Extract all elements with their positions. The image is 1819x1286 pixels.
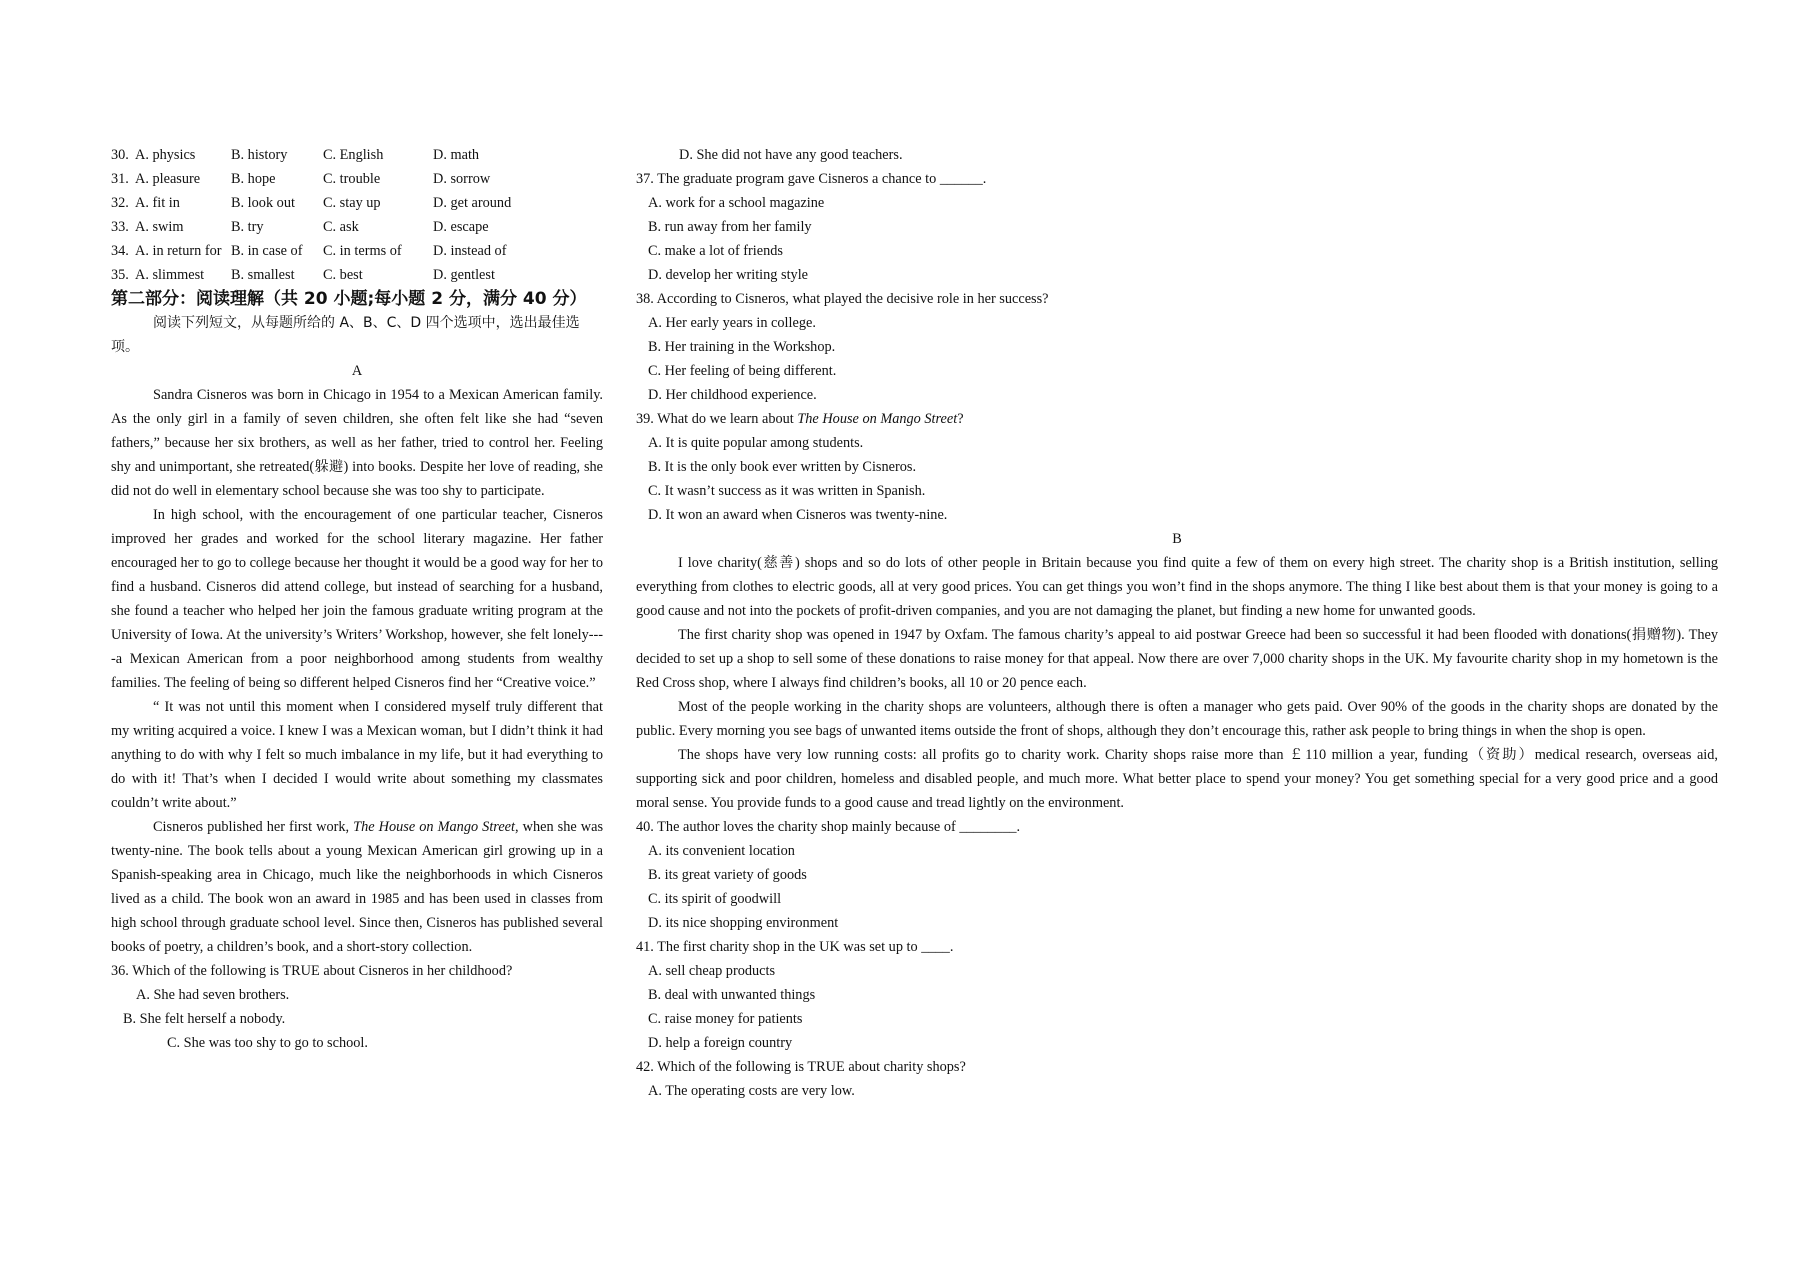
passage-a-paragraph-3: “ It was not until this moment when I considered myself truly different that my writing acquired a voice. I knew I was a Mexican woman, but I didn’t think it had anything to do with why I felt so much imbalance in my life, but it had everything to do with it! That’s when I decided I would write about something my classmates couldn’t write about.”: [111, 699, 603, 811]
q39-option-c: C. It wasn’t success as it was written in Spanish.: [648, 483, 926, 499]
cloze-option: C. stay up: [323, 195, 381, 211]
cloze-option: B. hope: [231, 171, 276, 187]
cloze-option: C. best: [323, 267, 363, 283]
cloze-option: B. in case of: [231, 243, 303, 259]
q41-options: [636, 959, 1718, 1055]
q39-text-pre: 39. What do we learn about: [636, 411, 798, 427]
cloze-number: 35.: [111, 267, 129, 283]
q38-option-a: A. Her early years in college.: [648, 315, 816, 331]
passage-b-paragraph-3: Most of the people working in the charity shops are volunteers, although there is often a manager who gets paid. Over 90% of the goods in the charity shops are donated by the public. Every morning you see bags of unwanted items outside the front of shops, although they don’t encourage this, rather ask people to bring things in when the shop is open.: [636, 699, 1718, 739]
q40-option-d: D. its nice shopping environment: [648, 915, 839, 931]
q39-options: [636, 431, 1718, 527]
q41-option-c: C. raise money for patients: [648, 1011, 803, 1027]
cloze-number: 31.: [111, 171, 129, 187]
q37-option-c: C. make a lot of friends: [648, 243, 783, 259]
q36-option-d: D. She did not have any good teachers.: [679, 147, 903, 163]
cloze-option: C. ask: [323, 219, 359, 235]
question-42: 42. Which of the following is TRUE about charity shops?: [636, 1059, 966, 1075]
cloze-row-31: [111, 167, 603, 191]
q40-option-a: A. its convenient location: [648, 843, 795, 859]
cloze-option: B. smallest: [231, 267, 295, 283]
q37-option-d: D. develop her writing style: [648, 267, 809, 283]
q39-option-b: B. It is the only book ever written by Cisneros.: [648, 459, 917, 475]
passage-b-paragraph-4: The shops have very low running costs: all profits go to charity work. Charity shops raise more than ￡110 million a year, funding（资助）medical research, overseas aid, supporting sick and poor children, homeless and disabled people, and much more. What better place to spend your money? You get something special for a very good price and a good moral sense. You provide funds to a good cause and tread lightly on the environment.: [636, 747, 1718, 811]
book-title: The House on Mango Street: [353, 819, 515, 835]
cloze-row-32: [111, 191, 603, 215]
cloze-number: 32.: [111, 195, 129, 211]
passage-a-label: A: [351, 363, 363, 379]
q40-options: [636, 839, 1718, 935]
cloze-number: 34.: [111, 243, 129, 259]
cloze-option: D. escape: [433, 219, 489, 235]
cloze-option: A. in return for: [135, 243, 222, 259]
cloze-option: A. physics: [135, 147, 196, 163]
q38-option-b: B. Her training in the Workshop.: [648, 339, 836, 355]
cloze-option: B. history: [231, 147, 288, 163]
cloze-row-35: [111, 263, 603, 287]
q39-book-title: The House on Mango Street: [797, 411, 958, 427]
passage-a-paragraph-2: In high school, with the encouragement of one particular teacher, Cisneros improved her grades and worked for the school literary magazine. Her father encouraged her to go to college because her thought it would be a good way for her to find a husband. Cisneros did attend college, but instead of searching for a husband, she found a teacher who helped her join the famous graduate writing program at the University of Iowa. At the university’s Writers’ Workshop, however, she felt lonely----a Mexican American from a poor neighborhood among students from wealthy families. The feeling of being so different helped Cisneros find her “Creative voice.”: [111, 507, 603, 691]
cloze-option: C. trouble: [323, 171, 381, 187]
cloze-row-34: [111, 239, 603, 263]
q42-option-a: A. The operating costs are very low.: [648, 1083, 855, 1099]
right-column: [636, 143, 1718, 1103]
q38-option-d: D. Her childhood experience.: [648, 387, 817, 403]
q37-option-b: B. run away from her family: [648, 219, 812, 235]
question-39: [636, 407, 1718, 431]
cloze-number: 33.: [111, 219, 129, 235]
q40-option-b: B. its great variety of goods: [648, 867, 807, 883]
q36-option-c: C. She was too shy to go to school.: [167, 1035, 368, 1051]
cloze-option: C. in terms of: [323, 243, 402, 259]
cloze-option: D. get around: [433, 195, 512, 211]
cloze-option: D. sorrow: [433, 171, 491, 187]
q41-option-b: B. deal with unwanted things: [648, 987, 816, 1003]
q40-option-c: C. its spirit of goodwill: [648, 891, 782, 907]
cloze-options-list: [111, 143, 603, 287]
left-column: [111, 143, 603, 1055]
q38-option-c: C. Her feeling of being different.: [648, 363, 837, 379]
passage-b-label: B: [1172, 531, 1182, 547]
question-36: 36. Which of the following is TRUE about Cisneros in her childhood?: [111, 963, 513, 979]
q39-option-a: A. It is quite popular among students.: [648, 435, 864, 451]
passage-b-paragraph-2: The first charity shop was opened in 1947 by Oxfam. The famous charity’s appeal to aid postwar Greece had been so successful it had been flooded with donations(捐赠物). They decided to set up a shop to sell some of these donations to raise money for that appeal. Now there are over 7,000 charity shops in the UK. My favourite charity shop in my hometown is the Red Cross shop, where I always find children’s books, all 10 or 20 pence each.: [636, 627, 1718, 691]
q36-option-b: B. She felt herself a nobody.: [123, 1011, 286, 1027]
q36-option-a: A. She had seven brothers.: [136, 987, 290, 1003]
p4-text-post: , when she was twenty-nine. The book tells about a young Mexican American girl growing up in a Spanish-speaking area in Chicago, much like the neighborhoods in which Cisneros lived as a child. The book won an award in 1985 and has been used in classes from high school through graduate school level. Since then, Cisneros has published several books of poetry, a children’s book, and a short-story collection.: [111, 819, 604, 955]
p4-text-pre: Cisneros published her first work,: [153, 819, 354, 835]
cloze-option: A. pleasure: [135, 171, 201, 187]
cloze-option: B. look out: [231, 195, 295, 211]
cloze-option: D. instead of: [433, 243, 507, 259]
question-37: 37. The graduate program gave Cisneros a chance to ______.: [636, 171, 987, 187]
cloze-option: D. math: [433, 147, 480, 163]
cloze-option: A. swim: [135, 219, 184, 235]
q41-option-d: D. help a foreign country: [648, 1035, 793, 1051]
cloze-option: A. fit in: [135, 195, 180, 211]
q38-options: [636, 311, 1718, 407]
cloze-option: B. try: [231, 219, 264, 235]
q37-options: [636, 191, 1718, 287]
instructions: 阅读下列短文，从每题所给的 A、B、C、D 四个选项中，选出最佳选项。: [111, 315, 580, 355]
cloze-number: 30.: [111, 147, 129, 163]
cloze-option: A. slimmest: [135, 267, 205, 283]
cloze-row-30: [111, 143, 603, 167]
q39-option-d: D. It won an award when Cisneros was twenty-nine.: [648, 507, 948, 523]
q37-option-a: A. work for a school magazine: [648, 195, 825, 211]
passage-b-paragraph-1: I love charity(慈善) shops and so do lots of other people in Britain because you find quite a few of them on every high street. The charity shop is a British institution, selling everything from clothes to electric goods, all at very good prices. You can get things you won’t find in the shops anymore. The thing I like best about them is that your money is going to a good cause and not into the pockets of profit-driven companies, and you are not damaging the planet, but finding a new home for unwanted goods.: [636, 555, 1718, 619]
q41-option-a: A. sell cheap products: [648, 963, 776, 979]
section-heading: 第二部分：阅读理解（共 20 小题;每小题 2 分，满分 40 分）: [111, 289, 587, 309]
cloze-option: C. English: [323, 147, 384, 163]
cloze-option: D. gentlest: [433, 267, 495, 283]
question-38: 38. According to Cisneros, what played the decisive role in her success?: [636, 291, 1049, 307]
question-41: 41. The first charity shop in the UK was set up to ____.: [636, 939, 954, 955]
cloze-row-33: [111, 215, 603, 239]
passage-a-paragraph-1: Sandra Cisneros was born in Chicago in 1954 to a Mexican American family. As the only girl in a family of seven children, she often felt like she had “seven fathers,” because her six brothers, as well as her father, tried to control her. Feeling shy and unimportant, she retreated(躲避) into books. Despite her love of reading, she did not do well in elementary school because she was too shy to participate.: [111, 387, 603, 499]
passage-a-paragraph-4: [111, 815, 603, 959]
q39-text-post: ?: [957, 411, 964, 427]
question-40: 40. The author loves the charity shop mainly because of ________.: [636, 819, 1021, 835]
